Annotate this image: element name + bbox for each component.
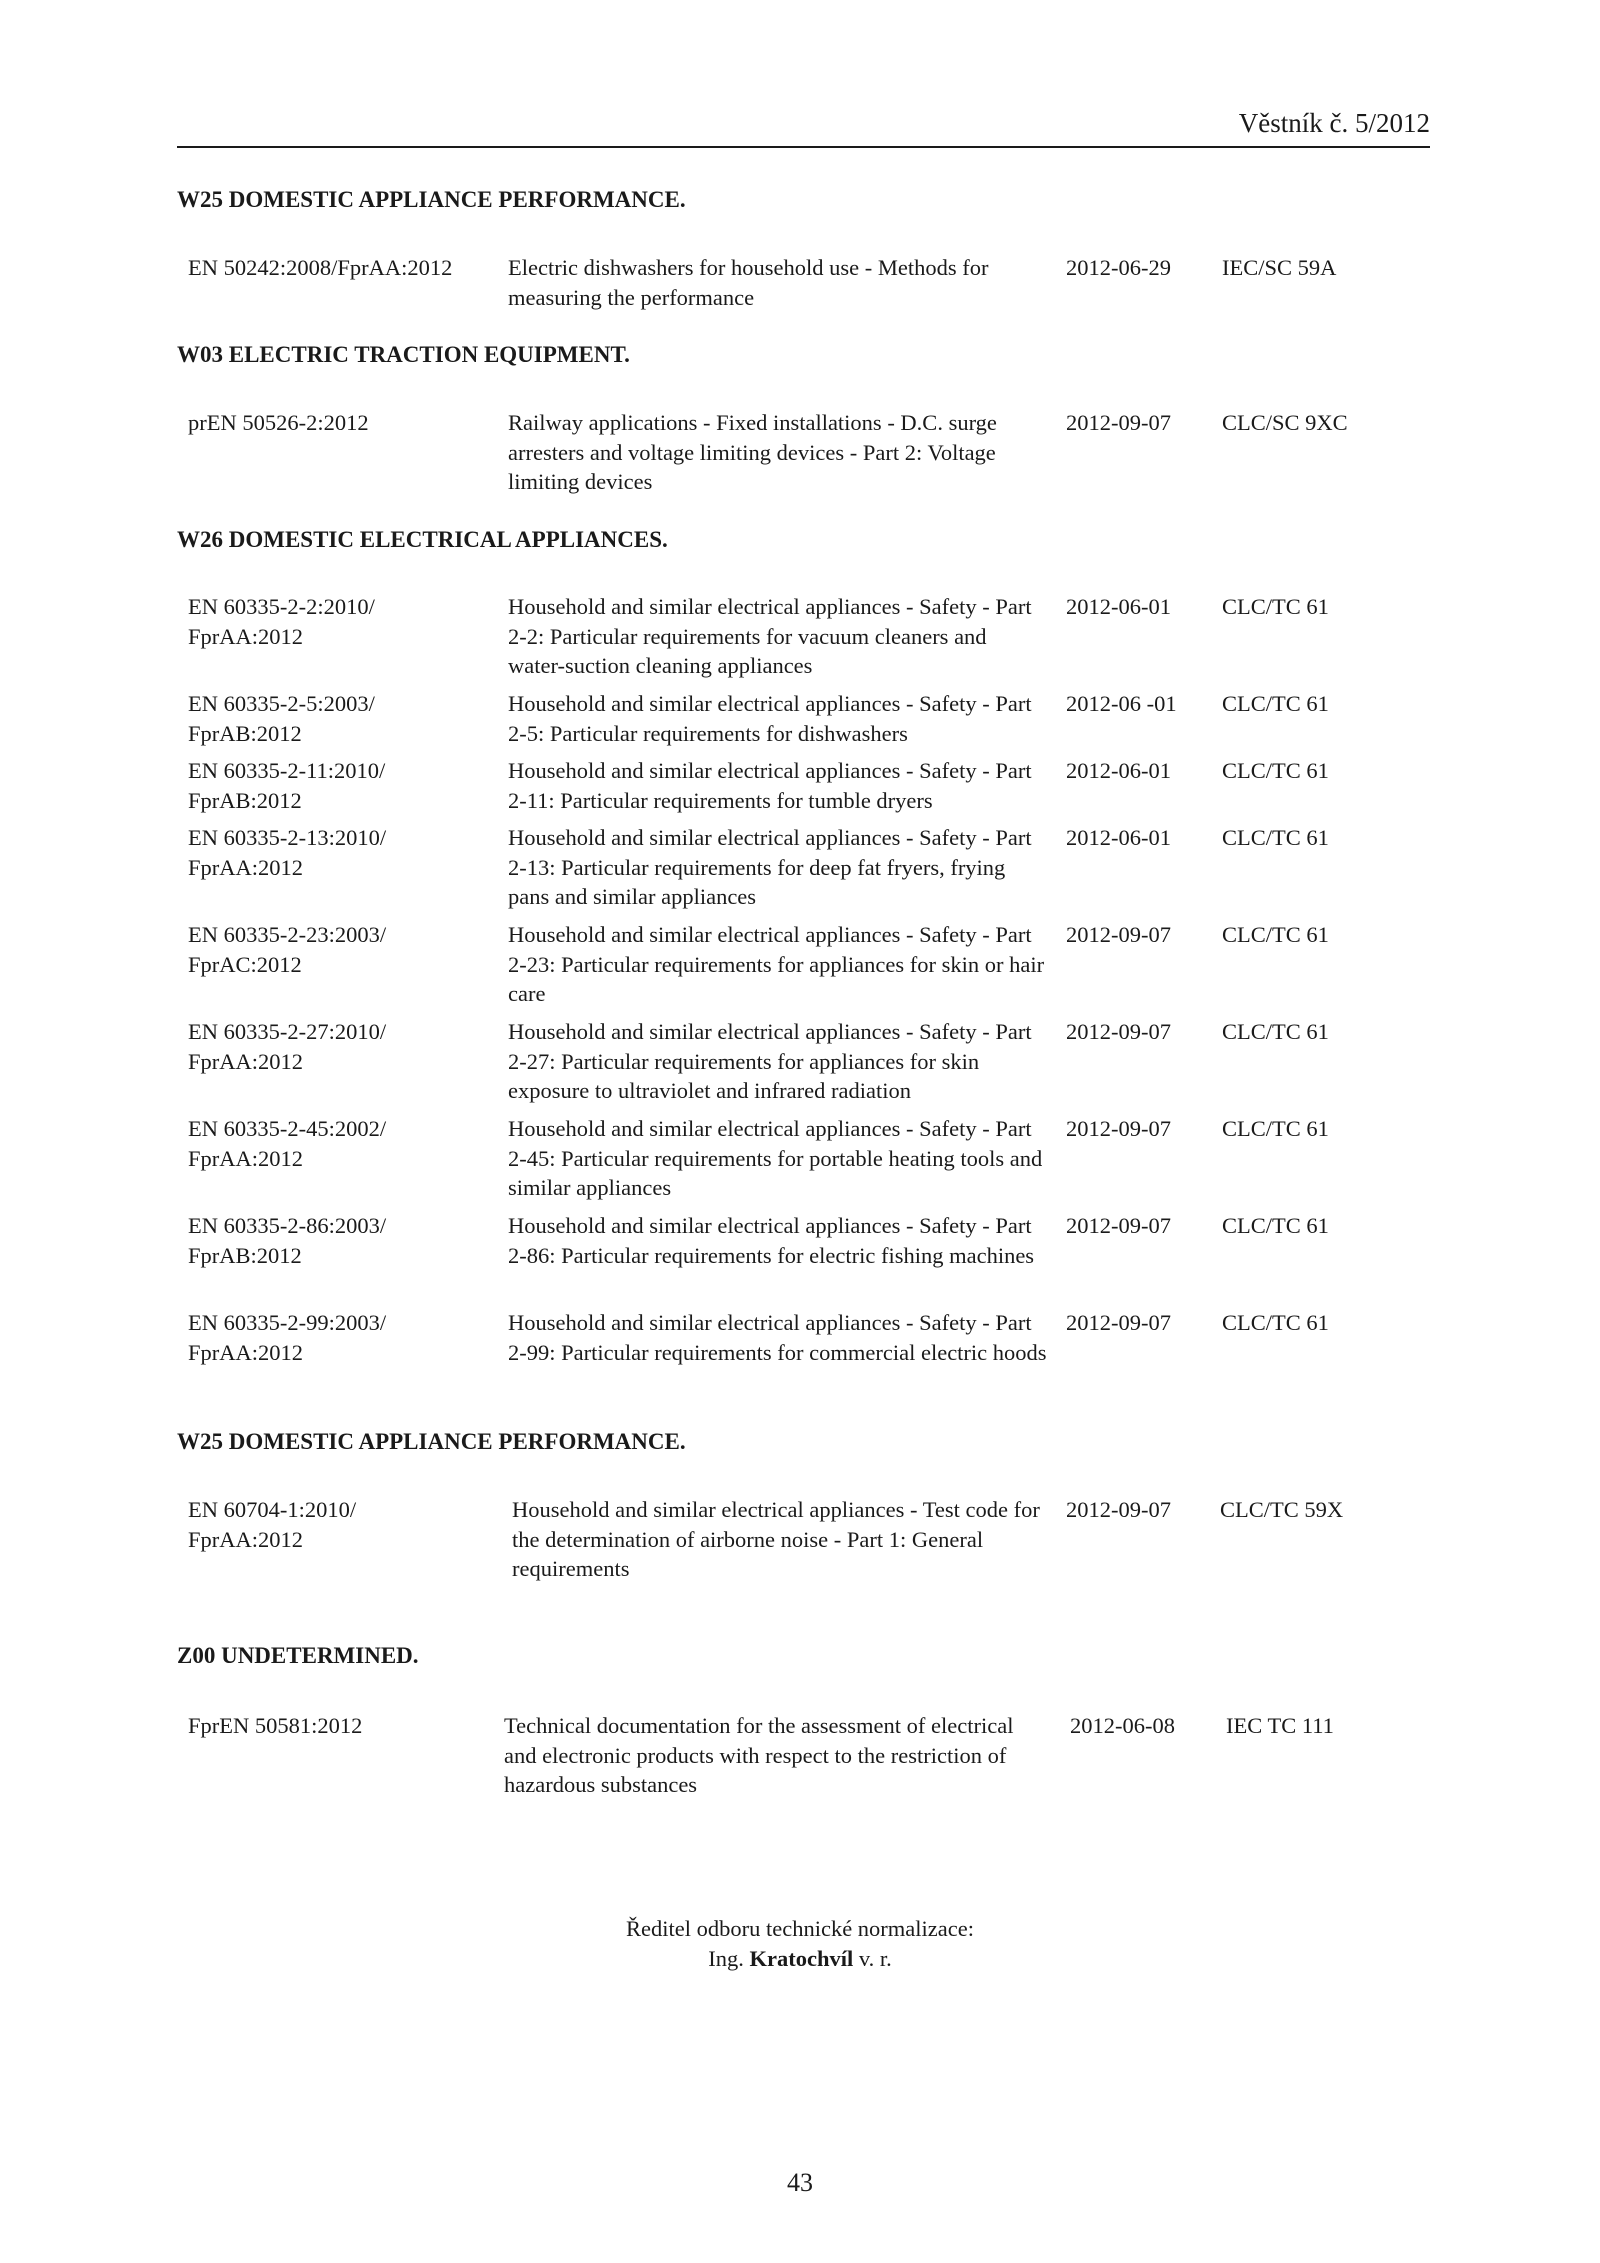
standard-code: EN 50242:2008/FprAA:2012 (188, 255, 453, 280)
standard-committee: IEC/SC 59A (1222, 255, 1337, 280)
standard-code: EN 60335-2-99:2003/ FprAA:2012 (188, 1310, 387, 1365)
standard-committee: CLC/TC 61 (1222, 1116, 1329, 1141)
standard-date: 2012-09-07 (1066, 410, 1171, 435)
signature-name (500, 1944, 1100, 1974)
signature-prefix: Ing. (708, 1946, 744, 1971)
standard-code: prEN 50526-2:2012 (188, 410, 369, 435)
standard-date: 2012-09-07 (1066, 1019, 1171, 1044)
standard-title: Household and similar electrical appliances - Safety - Part 2-99: Particular requirements for commercial electric hoods (508, 1310, 1047, 1365)
standard-title: Household and similar electrical appliances - Safety - Part 2-86: Particular requirements for electric fishing machines (508, 1213, 1035, 1268)
publication-title: Věstník č. 5/2012 (1238, 108, 1430, 138)
section-title: W03 ELECTRIC TRACTION EQUIPMENT. (177, 342, 630, 367)
signature-suffix: v. r. (858, 1946, 892, 1971)
standard-title: Household and similar electrical appliances - Test code for the determination of airborne noise - Part 1: General requirements (512, 1497, 1040, 1581)
standard-code: EN 60704-1:2010/ FprAA:2012 (188, 1497, 357, 1552)
standard-date: 2012-09-07 (1066, 1116, 1171, 1141)
standard-title: Household and similar electrical appliances - Safety - Part 2-45: Particular requirements for portable heating tools and similar appliances (508, 1116, 1043, 1200)
standard-date: 2012-06-29 (1066, 255, 1171, 280)
standard-date: 2012-06 -01 (1066, 691, 1177, 716)
header-rule (177, 146, 1430, 148)
standard-code: EN 60335-2-86:2003/ FprAB:2012 (188, 1213, 387, 1268)
page-number: 43 (787, 2168, 813, 2197)
standard-committee: CLC/TC 61 (1222, 758, 1329, 783)
standard-committee: CLC/TC 61 (1222, 691, 1329, 716)
standard-code: EN 60335-2-5:2003/ FprAB:2012 (188, 691, 375, 746)
standard-title: Household and similar electrical appliances - Safety - Part 2-13: Particular requirements for deep fat fryers, frying pans and similar appliances (508, 825, 1032, 909)
standard-date: 2012-09-07 (1066, 1213, 1171, 1238)
standard-title: Household and similar electrical appliances - Safety - Part 2-2: Particular requirements for vacuum cleaners and water-suction cleaning appliances (508, 594, 1032, 678)
standard-title: Household and similar electrical appliances - Safety - Part 2-11: Particular requirements for tumble dryers (508, 758, 1032, 813)
section-title: W25 DOMESTIC APPLIANCE PERFORMANCE. (177, 187, 686, 212)
standard-committee: IEC TC 111 (1226, 1713, 1334, 1738)
standard-date: 2012-09-07 (1066, 1497, 1171, 1522)
standard-title: Railway applications - Fixed installations - D.C. surge arresters and voltage limiting devices - Part 2: Voltage limiting devices (508, 410, 997, 494)
section-title: W26 DOMESTIC ELECTRICAL APPLIANCES. (177, 527, 668, 552)
standard-code: EN 60335-2-2:2010/ FprAA:2012 (188, 594, 375, 649)
standard-title: Technical documentation for the assessment of electrical and electronic products with respect to the restriction of hazardous substances (504, 1713, 1014, 1797)
standard-committee: CLC/TC 61 (1222, 825, 1329, 850)
standard-date: 2012-06-08 (1070, 1713, 1175, 1738)
section-title: W25 DOMESTIC APPLIANCE PERFORMANCE. (177, 1429, 686, 1454)
standard-code: EN 60335-2-13:2010/ FprAA:2012 (188, 825, 387, 880)
standard-date: 2012-06-01 (1066, 594, 1171, 619)
standard-date: 2012-09-07 (1066, 1310, 1171, 1335)
standard-date: 2012-09-07 (1066, 922, 1171, 947)
standard-title: Household and similar electrical appliances - Safety - Part 2-5: Particular requirements for dishwashers (508, 691, 1032, 746)
signature-line: Ředitel odboru technické normalizace: (626, 1916, 974, 1941)
standard-committee: CLC/TC 61 (1222, 1310, 1329, 1335)
standard-code: EN 60335-2-23:2003/ FprAC:2012 (188, 922, 387, 977)
standard-committee: CLC/TC 59X (1220, 1497, 1344, 1522)
standard-code: FprEN 50581:2012 (188, 1713, 363, 1738)
section-title: Z00 UNDETERMINED. (177, 1643, 419, 1668)
standard-title: Electric dishwashers for household use - Methods for measuring the performance (508, 255, 989, 310)
standard-committee: CLC/TC 61 (1222, 594, 1329, 619)
standard-code: EN 60335-2-27:2010/ FprAA:2012 (188, 1019, 387, 1074)
standard-committee: CLC/TC 61 (1222, 1019, 1329, 1044)
standard-code: EN 60335-2-11:2010/ FprAB:2012 (188, 758, 386, 813)
standard-title: Household and similar electrical appliances - Safety - Part 2-27: Particular requirements for appliances for skin exposure to ultraviolet and infrared radiation (508, 1019, 1032, 1103)
standard-committee: CLC/TC 61 (1222, 922, 1329, 947)
standard-date: 2012-06-01 (1066, 758, 1171, 783)
standard-date: 2012-06-01 (1066, 825, 1171, 850)
standard-committee: CLC/SC 9XC (1222, 410, 1348, 435)
standard-code: EN 60335-2-45:2002/ FprAA:2012 (188, 1116, 387, 1171)
signatory-name: Kratochvíl (749, 1946, 854, 1971)
standard-title: Household and similar electrical appliances - Safety - Part 2-23: Particular requirements for appliances for skin or hair care (508, 922, 1045, 1006)
standard-committee: CLC/TC 61 (1222, 1213, 1329, 1238)
